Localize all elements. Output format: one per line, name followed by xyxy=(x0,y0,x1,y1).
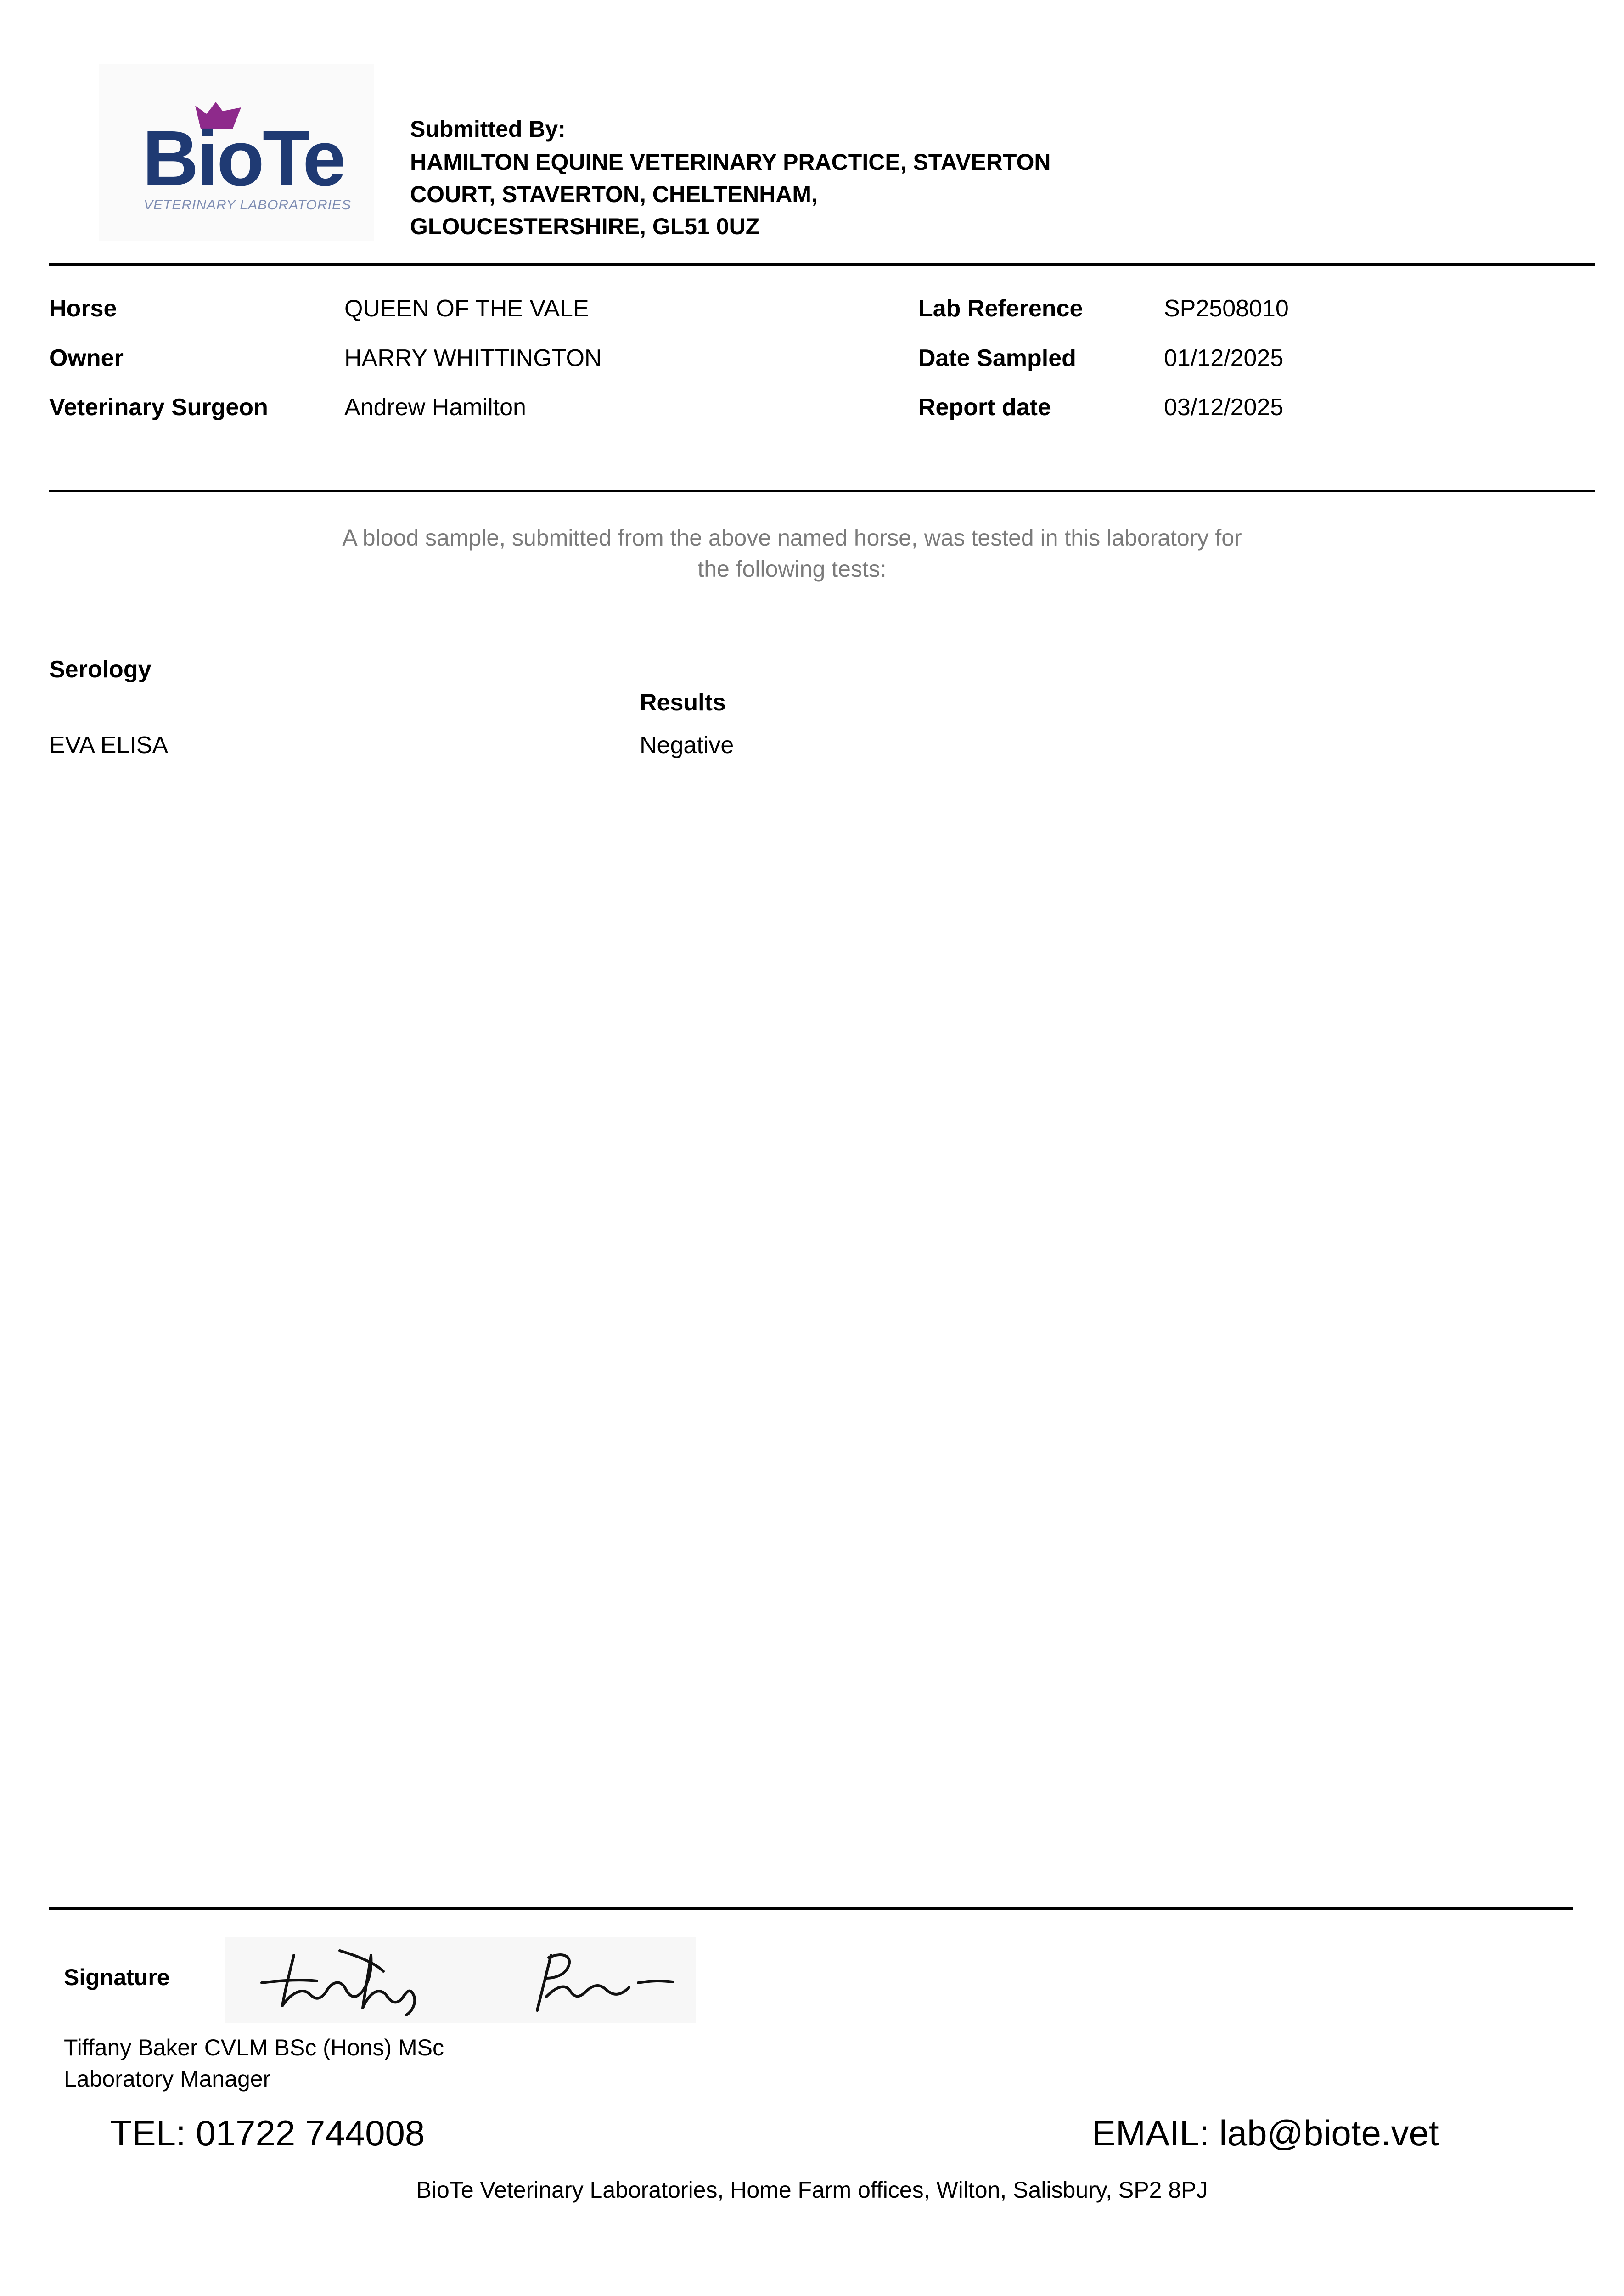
footer-email: EMAIL: lab@biote.vet xyxy=(1092,2113,1439,2153)
owner-value: HARRY WHITTINGTON xyxy=(344,345,602,371)
footer-address: BioTe Veterinary Laboratories, Home Farm offices, Wilton, Salisbury, SP2 8PJ xyxy=(416,2177,1208,2203)
date-sampled-label: Date Sampled xyxy=(918,345,1076,371)
address-line: COURT, STAVERTON, CHELTENHAM, xyxy=(410,181,818,207)
logo-wordmark: BioTe xyxy=(142,115,344,202)
submitted-by-address xyxy=(410,146,1099,242)
section-heading: Serology xyxy=(49,656,152,683)
test-result: Negative xyxy=(640,732,734,759)
submitted-by-label: Submitted By: xyxy=(410,116,566,142)
signatory-name: Tiffany Baker CVLM BSc (Hons) MSc xyxy=(64,2035,444,2060)
company-logo xyxy=(99,64,374,241)
test-name: EVA ELISA xyxy=(49,732,169,759)
results-column-header: Results xyxy=(640,689,726,716)
address-line: HAMILTON EQUINE VETERINARY PRACTICE, STAVERTON xyxy=(410,149,1051,175)
signatory-title: Laboratory Manager xyxy=(64,2066,271,2092)
vet-surgeon-value: Andrew Hamilton xyxy=(344,394,526,421)
horse-value: QUEEN OF THE VALE xyxy=(344,295,589,322)
lab-reference-value: SP2508010 xyxy=(1164,295,1289,322)
owner-label: Owner xyxy=(49,345,124,371)
signature-image xyxy=(225,1937,696,2023)
date-sampled-value: 01/12/2025 xyxy=(1164,345,1284,371)
horse-label: Horse xyxy=(49,295,117,322)
signature-label: Signature xyxy=(64,1964,170,1990)
divider xyxy=(49,490,1595,492)
intro-line: the following tests: xyxy=(697,556,887,582)
intro-line: A blood sample, submitted from the above named horse, was tested in this laboratory for xyxy=(342,525,1242,551)
handwritten-signature-icon xyxy=(225,1937,696,2023)
address-line: GLOUCESTERSHIRE, GL51 0UZ xyxy=(410,214,760,239)
divider xyxy=(49,1907,1573,1910)
logo-subtitle: VETERINARY LABORATORIES xyxy=(144,197,352,213)
lab-reference-label: Lab Reference xyxy=(918,295,1083,322)
report-date-label: Report date xyxy=(918,394,1051,421)
vet-surgeon-label: Veterinary Surgeon xyxy=(49,394,268,421)
divider xyxy=(49,263,1595,266)
signatory xyxy=(64,2032,444,2094)
footer-telephone: TEL: 01722 744008 xyxy=(110,2113,425,2153)
intro-text xyxy=(275,522,1309,585)
report-date-value: 03/12/2025 xyxy=(1164,394,1284,421)
